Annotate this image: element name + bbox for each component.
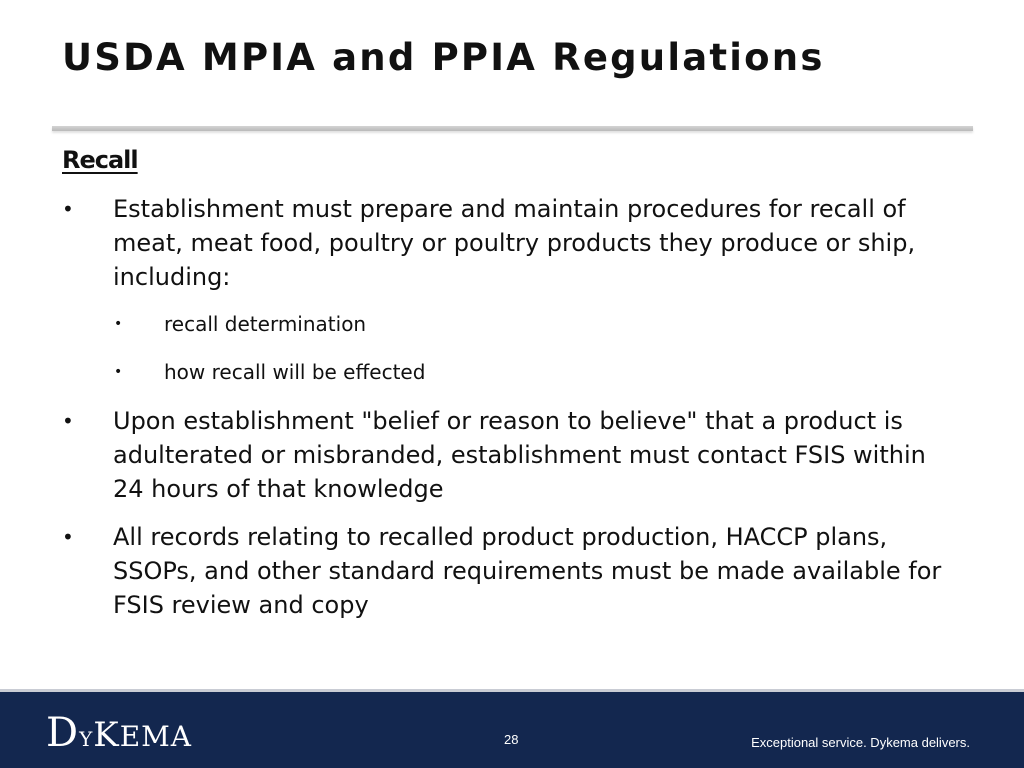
sub-bullet-item	[62, 308, 962, 340]
sub-bullet-icon: •	[114, 364, 123, 380]
bullet-item	[62, 404, 962, 506]
dykema-logo	[46, 710, 192, 756]
logo-k: K	[93, 715, 120, 755]
bullet-icon: •	[62, 197, 74, 221]
bullet-item	[62, 192, 962, 294]
sub-bullet-icon: •	[114, 316, 123, 332]
sub-bullet-text: how recall will be effected	[164, 360, 426, 384]
bullet-icon: •	[62, 525, 74, 549]
title-divider	[52, 126, 973, 131]
slide-content	[62, 144, 962, 636]
bullet-item	[62, 520, 962, 622]
footer-bar	[0, 689, 1024, 768]
logo-initial: D	[46, 710, 80, 756]
sub-bullet-item	[62, 356, 962, 388]
page-number: 28	[504, 732, 519, 747]
bullet-text: All records relating to recalled product production, HACCP plans, SSOPs, and other standard requirements must be made available for FSIS review and copy	[113, 523, 942, 619]
slide-title: USDA MPIA and PPIA Regulations	[62, 36, 825, 79]
bullet-icon: •	[62, 409, 74, 433]
logo-rest: EMA	[119, 720, 193, 753]
bullet-text: Upon establishment "belief or reason to believe" that a product is adulterated or misbranded, establishment must contact FSIS within 24 hours of that knowledge	[113, 407, 926, 503]
logo-y: y	[79, 720, 94, 753]
section-heading: Recall	[62, 146, 138, 174]
sub-bullet-text: recall determination	[164, 312, 367, 336]
footer-tagline: Exceptional service. Dykema delivers.	[751, 735, 970, 750]
bullet-text: Establishment must prepare and maintain procedures for recall of meat, meat food, poultry or poultry products they produce or ship, including:	[113, 195, 916, 291]
